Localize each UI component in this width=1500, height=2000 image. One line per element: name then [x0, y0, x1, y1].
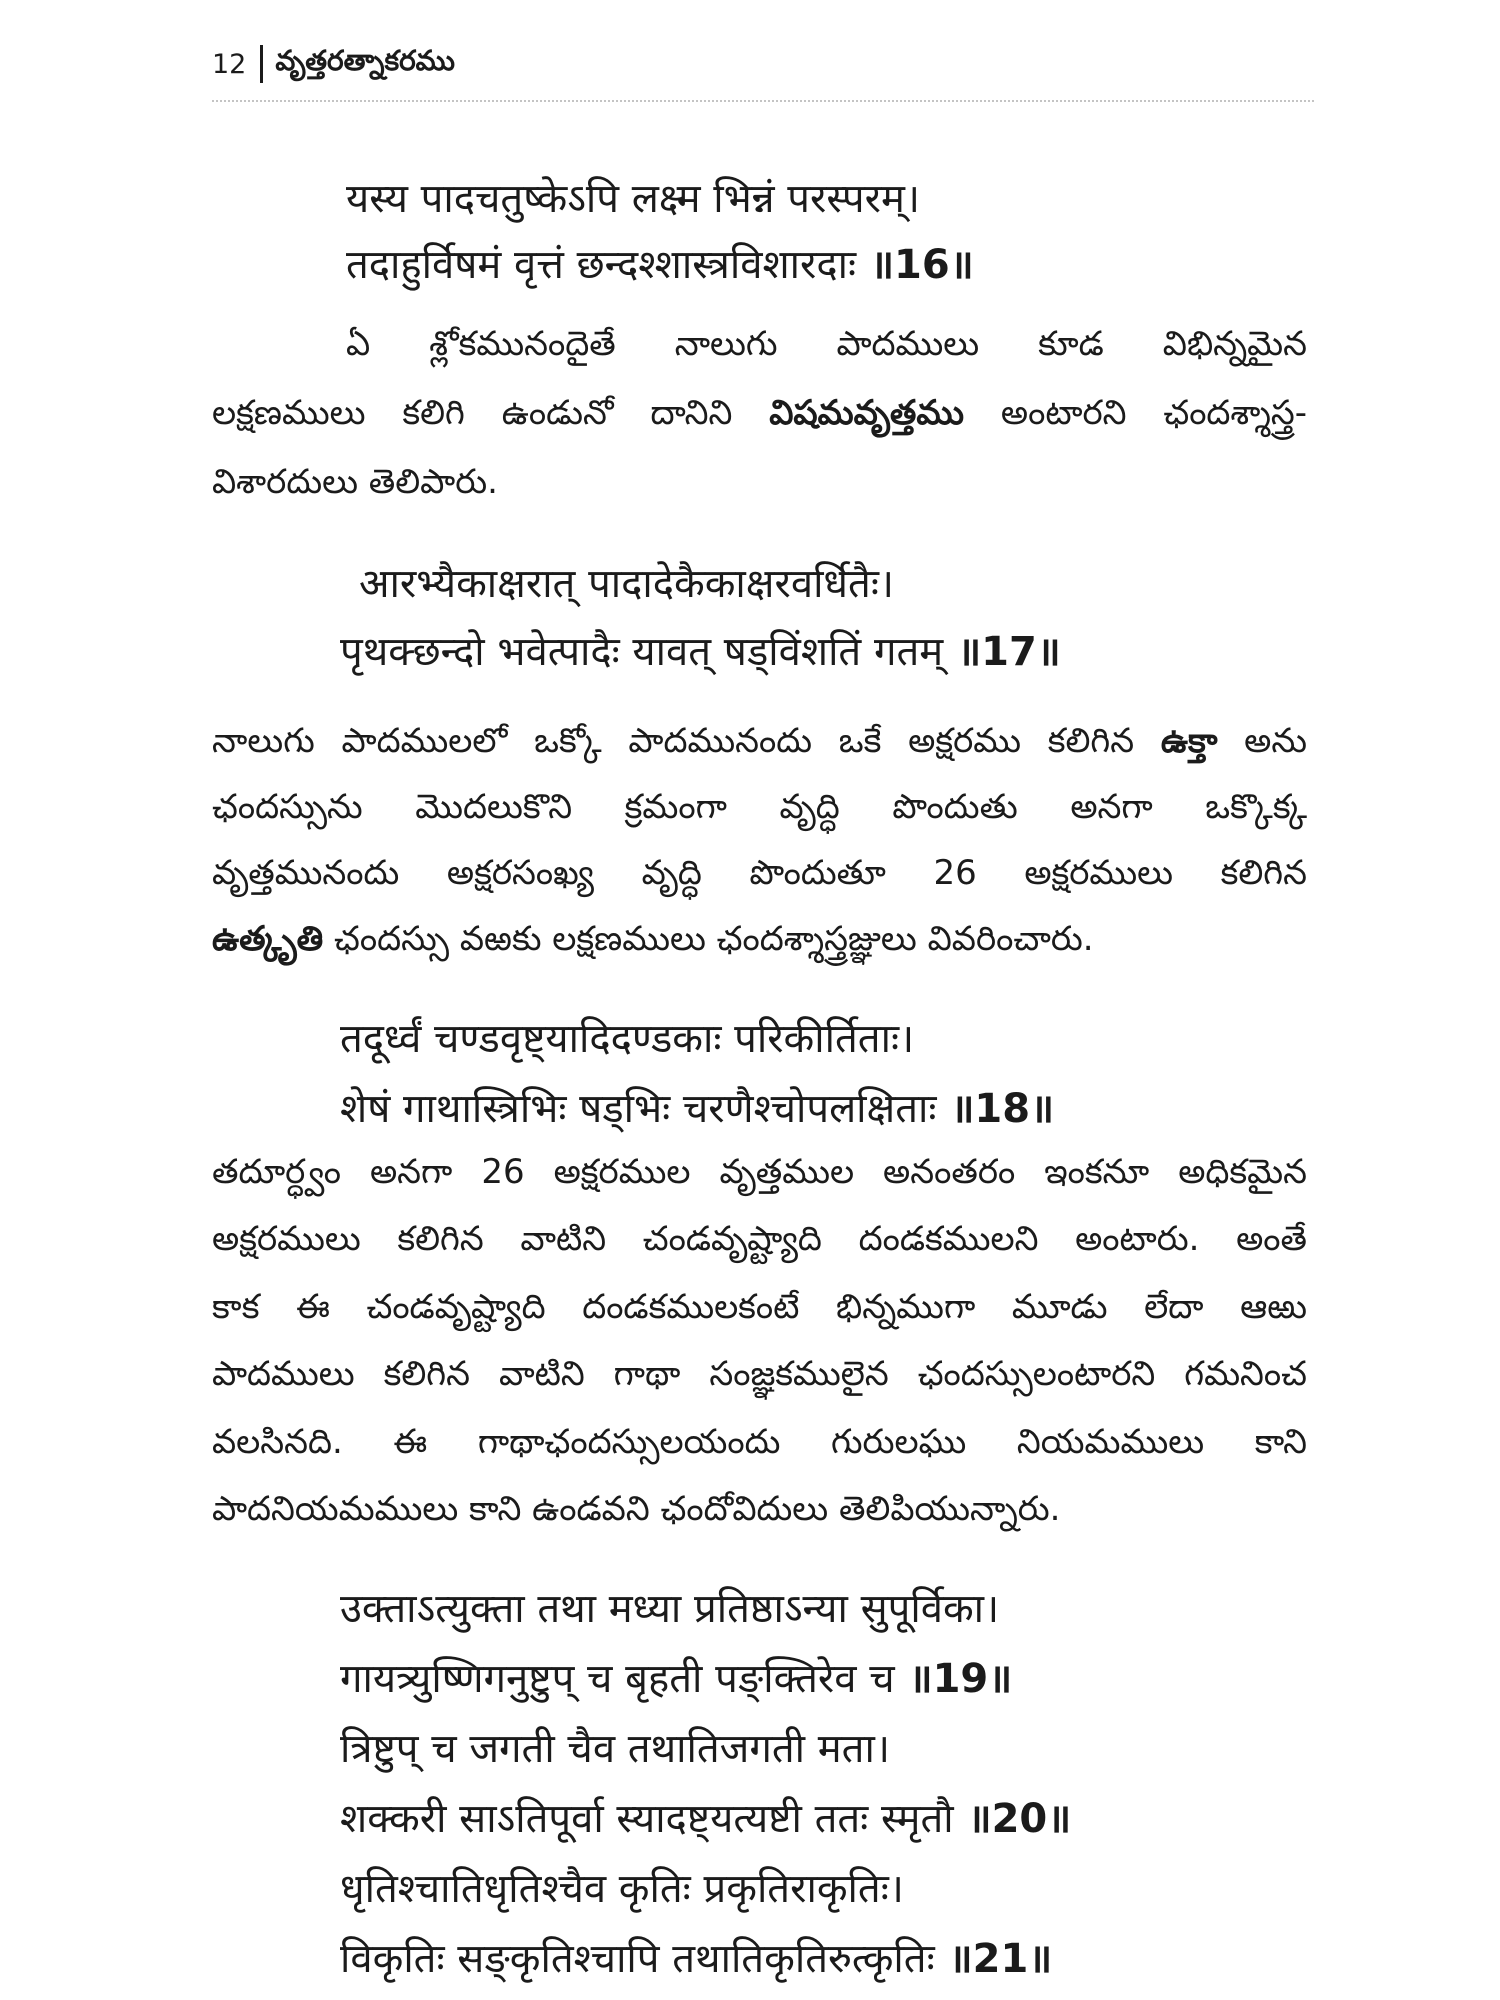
verse-16: [346, 166, 1446, 298]
verse-17: [340, 550, 1440, 686]
commentary-16: [212, 310, 1307, 517]
commentary-16-line-3: [212, 448, 1307, 517]
bold-term-vishamavrittamu: విషమవృత్తము: [769, 393, 965, 433]
commentary-18-line-5: వలసినది. ఈ గాథాఛందస్సులయందు గురులఘు నియమములు కాని: [212, 1421, 1307, 1462]
commentary-18-line-1: తదూర్ధ్వం అనగా 26 అక్షరముల వృత్తముల అనంతరం ఇంకనూ అధికమైన: [212, 1152, 1307, 1192]
verse-16-line-1: यस्य पादचतुष्केऽपि लक्ष्म भिन्नं परस्परम्।: [346, 176, 921, 222]
commentary-17-line-1: [212, 708, 1307, 774]
verse-number-21: ॥21॥: [948, 1936, 1053, 1982]
commentary-17-line-2-text: ఛందస్సును మొదలుకొని క్రమంగా వృద్ధి పొందుతు అనగా ఒక్కొక్క: [212, 787, 1307, 827]
commentary-16-line-1: [212, 310, 1307, 379]
commentary-16-line-2-text-b: అంటారని ఛందశ్శాస్త్ర-: [964, 393, 1307, 433]
commentary-16-line-2-text-a: లక్షణములు కలిగి ఉండునో దానిని: [212, 393, 770, 433]
verse-20-line-2: [340, 1784, 1440, 1854]
commentary-17-line-1-text-a: నాలుగు పాదములలో ఒక్కో పాదమునందు ఒకే అక్షరము కలిగిన: [212, 721, 1161, 761]
header-rule: [212, 100, 1314, 102]
commentary-16-line-3-text: విశారదులు తెలిపారు.: [212, 462, 498, 502]
commentary-16-line-2: [212, 379, 1307, 448]
verse-number-19: ॥19॥: [908, 1656, 1013, 1702]
verse-18-line-2-text: शेषं गाथास्त्रिभिः षड्भिः चरणैश्चोपलक्षिताः: [340, 1086, 937, 1132]
verses-19-21: [340, 1574, 1440, 1994]
verse-17-line-2: [340, 618, 1440, 686]
commentary-16-line-1-text: ఏ శ్లోకమునందైతే నాలుగు పాదములు కూడ విభిన్నమైన: [346, 324, 1307, 364]
commentary-17-line-4: [212, 906, 1307, 972]
verse-number-17: ॥17॥: [957, 629, 1061, 675]
verse-18: [340, 1004, 1440, 1144]
running-header: [212, 42, 455, 86]
commentary-17-line-4-text: ఛందస్సు వఱకు లక్షణములు ఛందశ్శాస్త్రజ్ఞులు వివరించారు.: [323, 919, 1094, 959]
verse-number-16: ॥16॥: [870, 242, 974, 288]
verse-20-line-1: त्रिष्टुप् च जगती चैव तथातिजगती मता।: [340, 1726, 890, 1772]
commentary-18: [212, 1139, 1307, 1543]
verse-18-line-1: तदूर्ध्वं चण्डवृष्ट्यादिदण्डकाः परिकीर्तिताः।: [340, 1016, 915, 1062]
commentary-17-line-1-text-b: అను: [1217, 721, 1308, 761]
verse-19-line-1: उक्ताऽत्युक्ता तथा मध्या प्रतिष्ठाऽन्या सुपूर्विका।: [340, 1586, 1000, 1632]
verse-number-20: ॥20॥: [967, 1796, 1072, 1842]
verse-17-line-2-text: पृथक्छन्दो भवेत्पादैः यावत् षड्विंशतिं गतम्: [340, 629, 944, 675]
commentary-18-line-3: కాక ఈ చండవృష్ట్యాది దండకములకంటే భిన్నముగా మూడు లేదా ఆఱు: [212, 1286, 1307, 1327]
commentary-17-line-2: [212, 774, 1307, 840]
verse-17-line-1: आरभ्यैकाक्षरात् पादादेकैकाक्षरवर्धितैः।: [359, 561, 895, 607]
verse-19-line-2-text: गायत्र्युष्णिगनुष्टुप् च बृहती पङ्क्तिरेव च: [340, 1656, 895, 1702]
page-number: 12: [212, 48, 247, 80]
commentary-17-line-3: [212, 840, 1307, 906]
verse-21-line-2: [340, 1924, 1440, 1994]
book-title: వృత్తరత్నాకరము: [275, 44, 455, 77]
bold-term-ukta: ఉక్తా: [1160, 721, 1218, 761]
verse-16-line-2-text: तदाहुर्विषमं वृत्तं छन्दश्शास्त्रविशारदाः: [346, 242, 857, 288]
commentary-17: [212, 708, 1307, 972]
verse-18-line-2: [340, 1074, 1440, 1144]
bold-term-utkriti: ఉత్కృతి: [212, 919, 324, 959]
commentary-18-line-2: అక్షరములు కలిగిన వాటిని చండవృష్ట్యాది దండకములని అంటారు. అంతే: [212, 1219, 1307, 1260]
verse-19-line-2: [340, 1644, 1440, 1714]
verse-21-line-1: धृतिश्चातिधृतिश्चैव कृतिः प्रकृतिराकृतिः।: [340, 1866, 904, 1912]
verse-20-line-2-text: शक्करी साऽतिपूर्वा स्यादष्ट्यत्यष्टी ततः स्मृतौ: [340, 1796, 954, 1842]
commentary-18-line-4: పాదములు కలిగిన వాటిని గాథా సంజ్ఞకములైన ఛందస్సులంటారని గమనించ: [212, 1354, 1307, 1395]
verse-21-line-2-text: विकृतिः सङ्कृतिश्चापि तथातिकृतिरुत्कृतिः: [340, 1936, 935, 1982]
verse-number-18: ॥18॥: [950, 1086, 1055, 1132]
header-separator: [260, 45, 263, 83]
commentary-17-line-3-text: వృత్తమునందు అక్షరసంఖ్య వృద్ధి పొందుతూ 26 అక్షరములు కలిగిన: [212, 853, 1307, 893]
verse-16-line-2: [346, 232, 1446, 298]
commentary-18-line-6: పాదనియమములు కాని ఉండవని ఛందోవిదులు తెలిపియున్నారు.: [212, 1488, 1061, 1529]
